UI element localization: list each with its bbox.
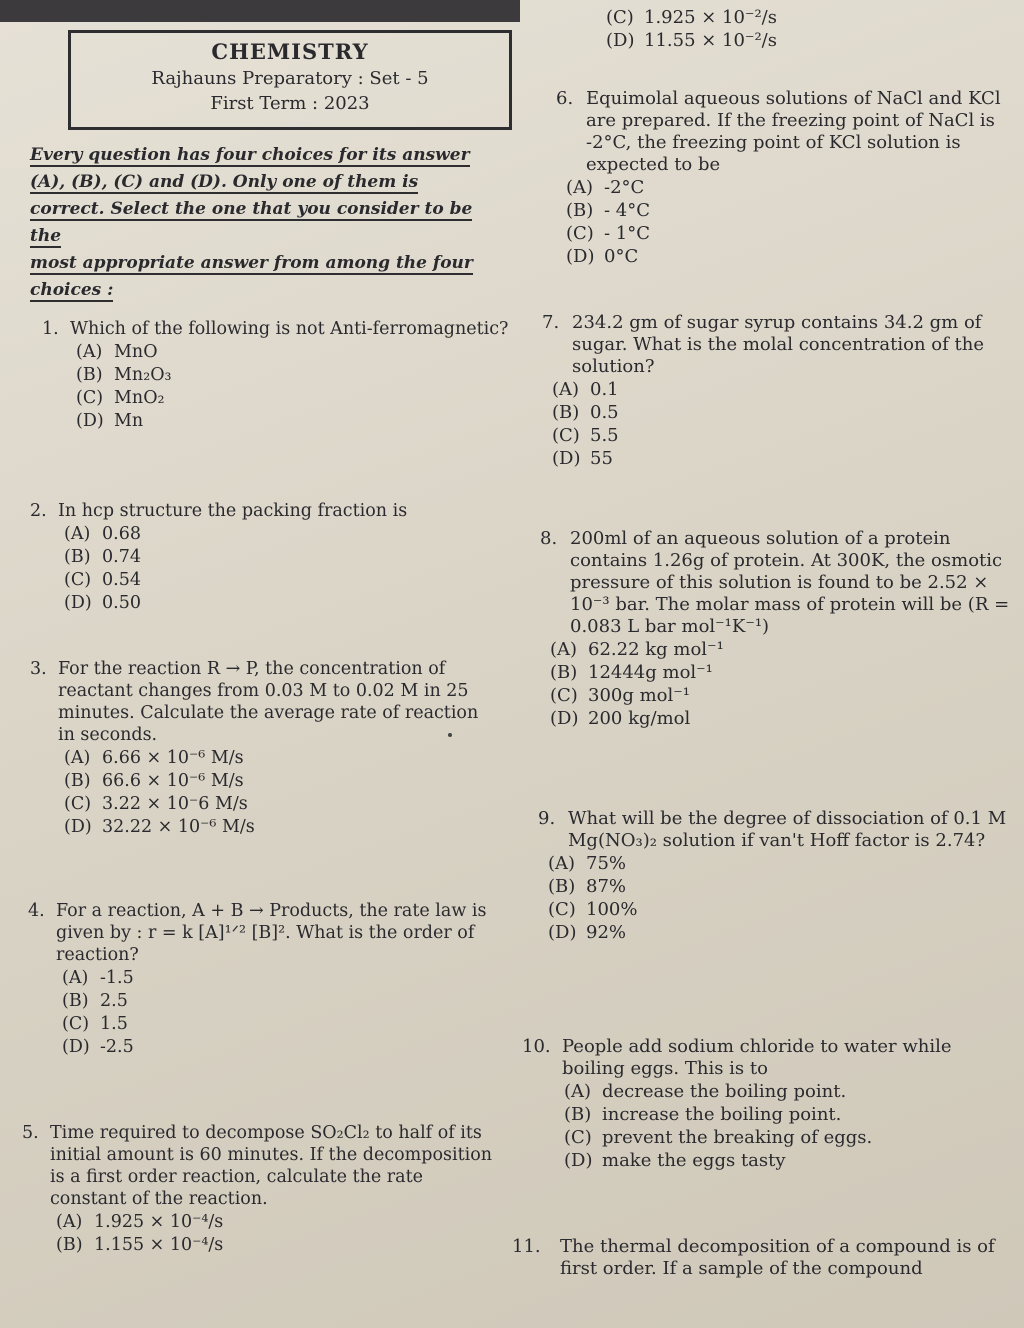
option-a[interactable]: (A) decrease the boiling point. [564,1081,847,1102]
instruction-line: Every question has four choices for its answer [30,145,470,165]
question-text: People add sodium chloride to water while boiling eggs. This is to [562,1036,952,1079]
option-d[interactable]: (D) 0.50 [64,593,141,613]
question-4 [28,900,498,1058]
question-9 [538,808,1016,944]
question-number: 8. [540,528,558,549]
option-c[interactable]: (C) 1.5 [62,1014,128,1034]
option-b[interactable]: (B) 0.5 [552,402,619,423]
option-b[interactable]: (B) 87% [548,876,627,897]
question-text: The thermal decomposition of a compound is of first order. If a sample of the compound [560,1236,995,1279]
option-d[interactable]: (D) make the eggs tasty [564,1150,786,1171]
option-c[interactable]: (C) 100% [548,899,638,920]
question-number: 1. [42,319,59,339]
option-c[interactable]: (C) 1.925 × 10⁻²/s [606,7,777,28]
question-text: What will be the degree of dissociation of 0.1 M Mg(NO₃)₂ solution if van't Hoff factor is 2.74? [568,808,1007,851]
question-text: Time required to decompose SO₂Cl₂ to half of its initial amount is 60 minutes. If the decomposition is a first order reaction, calculate the rate constant of the reaction. [50,1123,493,1209]
instructions [30,142,508,304]
option-b[interactable]: (B) 0.74 [64,547,141,567]
question-8 [540,528,1016,730]
question-3 [30,658,500,838]
instruction-line: correct. Select the one that you consider to be the [30,199,473,246]
option-d[interactable]: (D) 11.55 × 10⁻²/s [606,30,777,51]
question-text: For the reaction R → P, the concentration of reactant changes from 0.03 M to 0.02 M in 25 minutes. Calculate the average rate of reaction in seconds. [58,659,479,745]
option-d[interactable]: (D) 32.22 × 10⁻⁶ M/s [64,817,255,837]
question-number: 7. [542,312,560,333]
question-number: 2. [30,501,47,521]
continued-options [596,6,1016,52]
option-a[interactable]: (A) MnO [76,342,158,362]
question-2 [30,500,500,614]
instruction-line: (A), (B), (C) and (D). Only one of them is [30,172,419,192]
question-number: 5. [22,1123,39,1143]
option-a[interactable]: (A) -1.5 [62,968,134,988]
question-7 [542,312,1016,470]
option-a[interactable]: (A) 75% [548,853,627,874]
question-text: 200ml of an aqueous solution of a protein contains 1.26g of protein. At 300K, the osmotic pressure of this solution is found to be 2.52 × 10⁻³ bar. The molar mass of protein will be (R = 0.083 L bar mol⁻¹K⁻¹) [570,528,1010,637]
term-line: First Term : 2023 [210,93,370,114]
question-text: In hcp structure the packing fraction is [58,501,408,521]
question-text: For a reaction, A + B → Products, the rate law is given by : r = k [A]¹ᐟ² [B]². What is the order of reaction? [56,901,487,965]
option-d[interactable]: (D) 200 kg/mol [550,708,691,729]
top-dark-strip [0,0,520,22]
option-b[interactable]: (B) 12444g mol⁻¹ [550,662,713,683]
question-number: 9. [538,808,556,829]
stray-dot [448,733,452,737]
option-a[interactable]: (A) 0.68 [64,524,141,544]
option-c[interactable]: (C) 0.54 [64,570,141,590]
question-text: 234.2 gm of sugar syrup contains 34.2 gm of sugar. What is the molal concentration of the solution? [572,312,984,377]
option-b[interactable]: (B) 2.5 [62,991,128,1011]
option-d[interactable]: (D) -2.5 [62,1037,134,1057]
option-a[interactable]: (A) -2°C [566,177,645,198]
option-b[interactable]: (B) 66.6 × 10⁻⁶ M/s [64,771,244,791]
question-10 [522,1036,1016,1172]
instruction-line: choices : [30,280,114,300]
option-a[interactable]: (A) 6.66 × 10⁻⁶ M/s [64,748,244,768]
option-c[interactable]: (C) prevent the breaking of eggs. [564,1127,873,1148]
option-b[interactable]: (B) Mn₂O₃ [76,365,172,385]
question-6 [556,88,1016,268]
question-number: 3. [30,659,47,679]
option-c[interactable]: (C) MnO₂ [76,388,165,408]
option-b[interactable]: (B) - 4°C [566,200,651,221]
option-b[interactable]: (B) increase the boiling point. [564,1104,842,1125]
option-d[interactable]: (D) Mn [76,411,144,431]
option-c[interactable]: (C) 5.5 [552,425,619,446]
question-number: 4. [28,901,45,921]
question-number: 6. [556,88,574,109]
option-d[interactable]: (D) 55 [552,448,613,469]
option-c[interactable]: (C) - 1°C [566,223,651,244]
question-5 [22,1122,492,1256]
set-line: Rajhauns Preparatory : Set - 5 [151,68,429,89]
instruction-line: most appropriate answer from among the four [30,253,473,273]
question-11 [512,1236,1016,1280]
question-text: Which of the following is not Anti-ferromagnetic? [70,319,509,339]
question-number: 11. [512,1236,541,1257]
option-d[interactable]: (D) 92% [548,922,627,943]
option-d[interactable]: (D) 0°C [566,246,639,267]
option-a[interactable]: (A) 0.1 [552,379,619,400]
question-number: 10. [522,1036,551,1057]
option-c[interactable]: (C) 300g mol⁻¹ [550,685,690,706]
subject-title: CHEMISTRY [211,39,369,64]
option-b[interactable]: (B) 1.155 × 10⁻⁴/s [56,1235,224,1255]
question-text: Equimolal aqueous solutions of NaCl and KCl are prepared. If the freezing point of NaCl is -2°C, the freezing point of KCl solution is expected to be [586,88,1001,175]
header-box [68,30,512,130]
question-1 [42,318,512,432]
option-a[interactable]: (A) 62.22 kg mol⁻¹ [550,639,724,660]
option-c[interactable]: (C) 3.22 × 10⁻6 M/s [64,794,248,814]
option-a[interactable]: (A) 1.925 × 10⁻⁴/s [56,1212,224,1232]
